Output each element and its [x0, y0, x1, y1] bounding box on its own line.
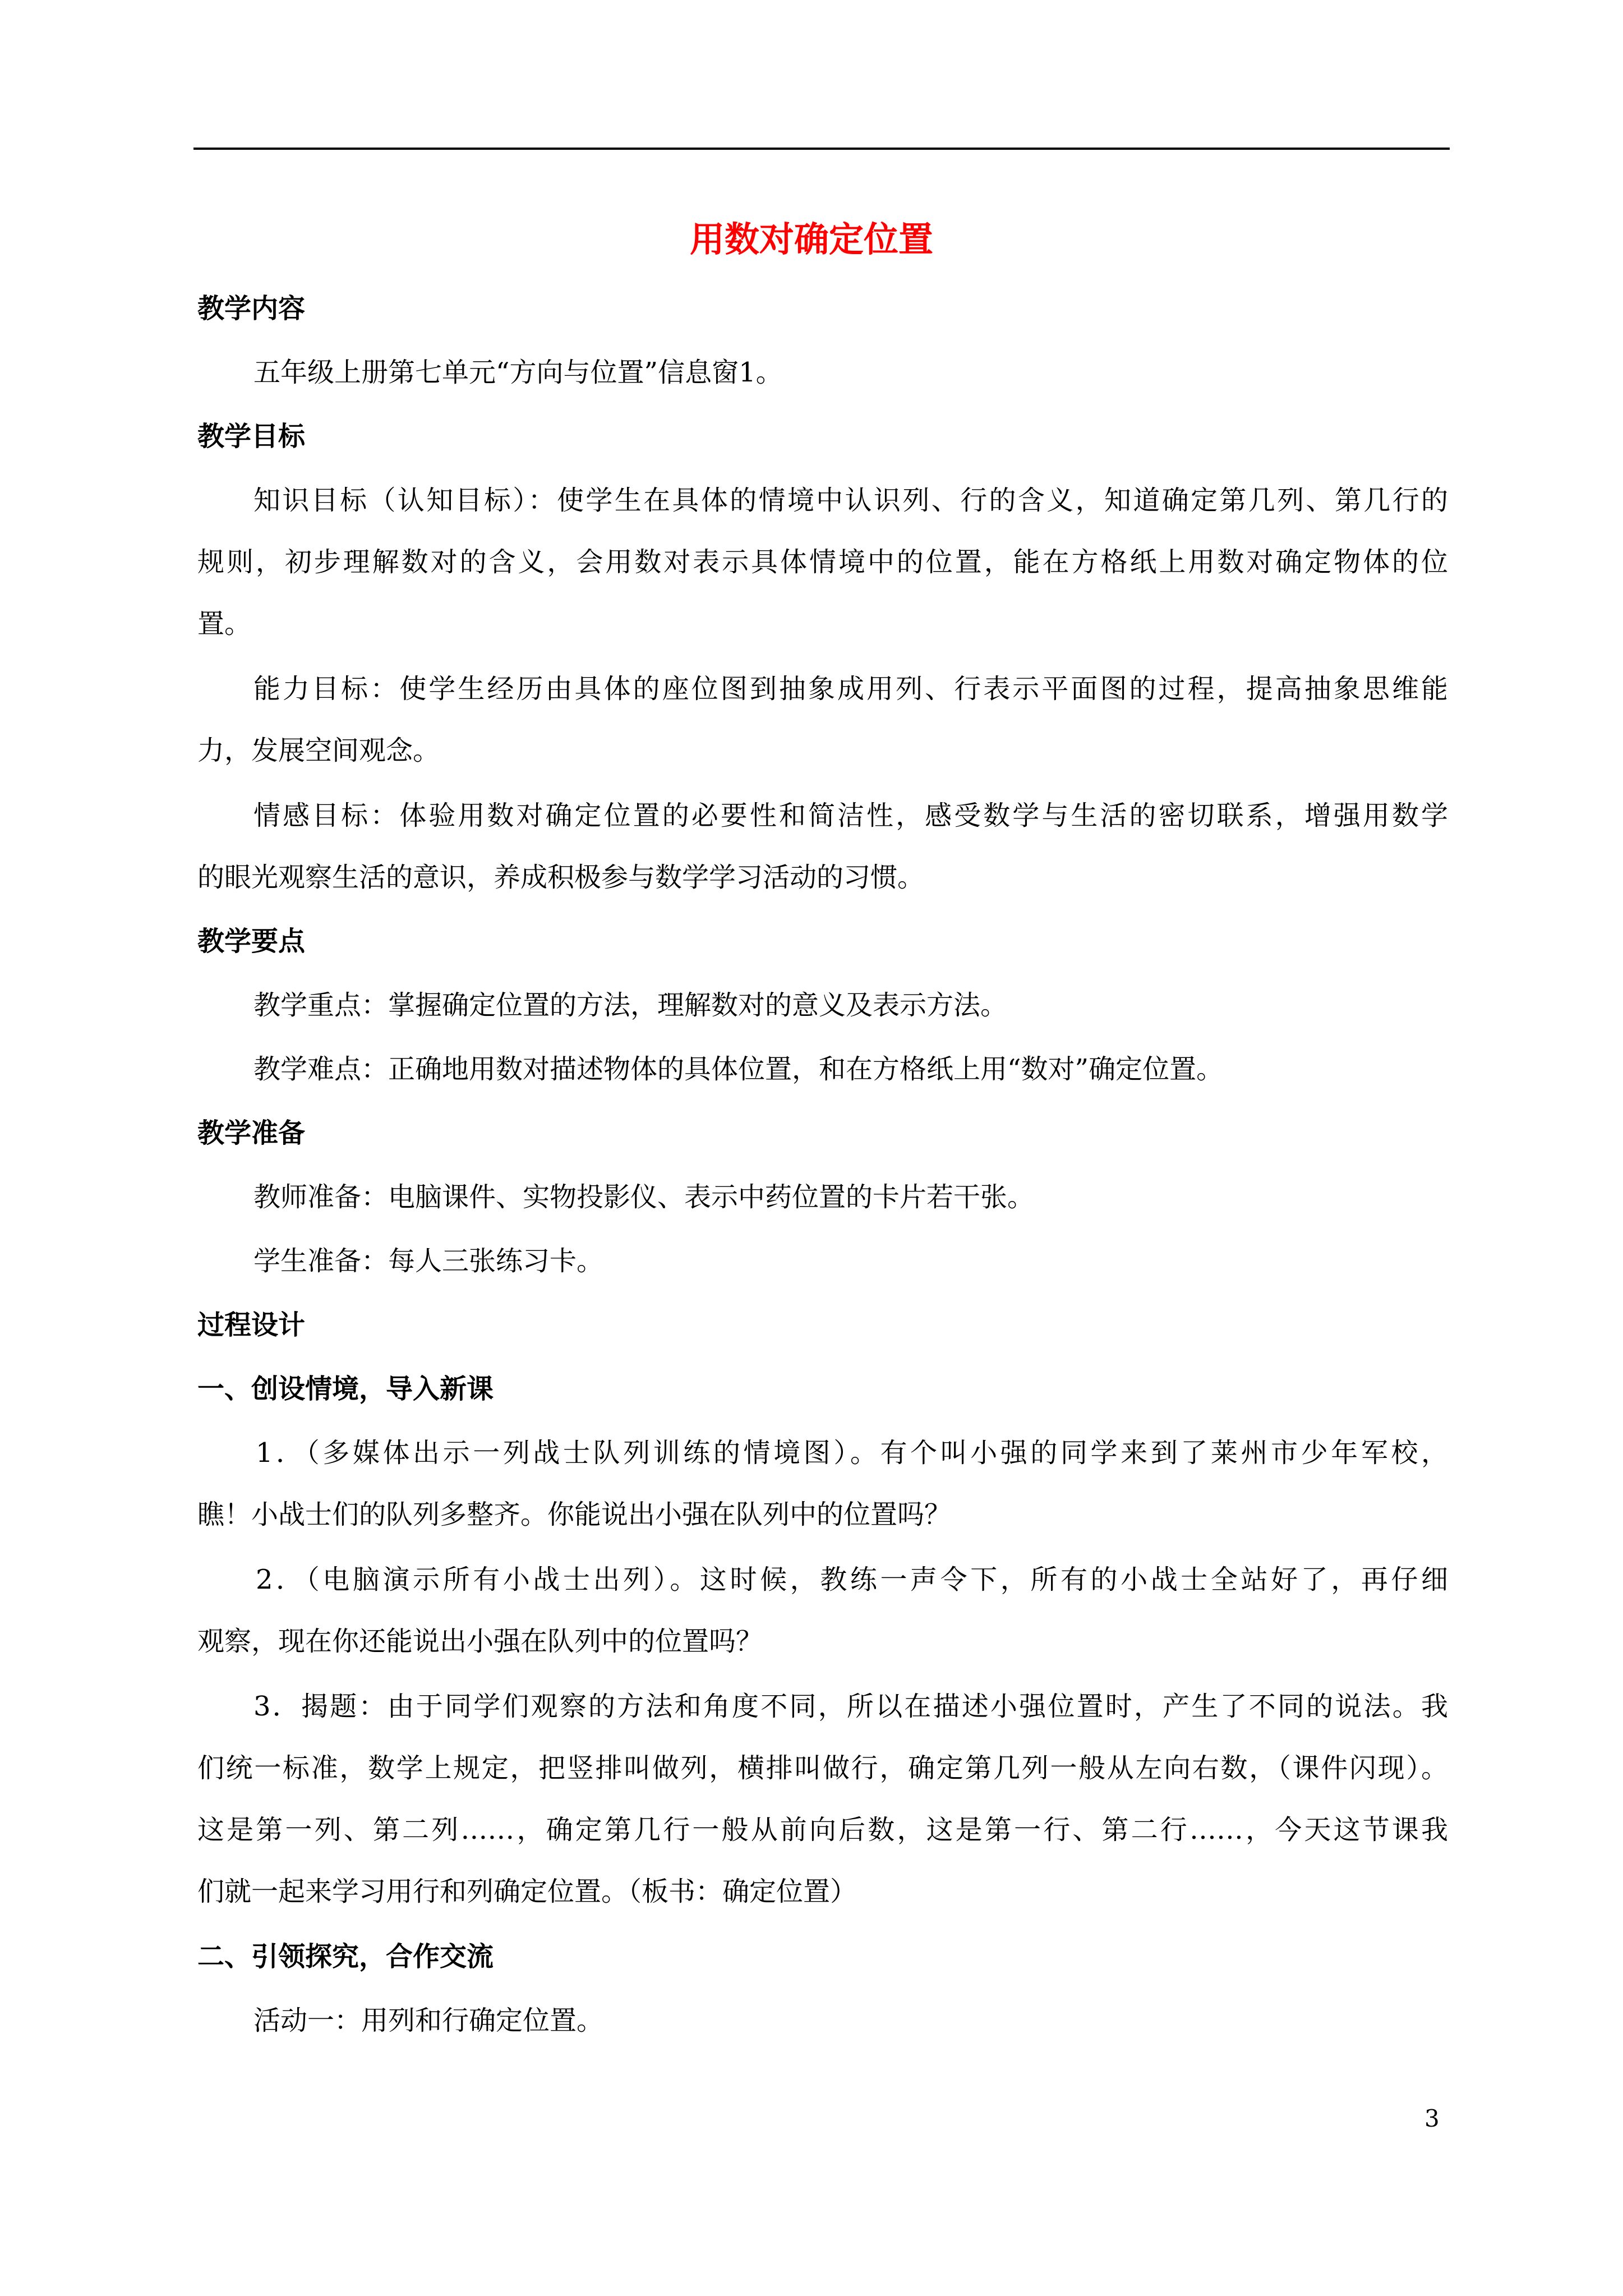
goal-emotion-line-1: 情感目标：体验用数对确定位置的必要性和简洁性，感受数学与生活的密切联系，增强用数学 — [253, 800, 1448, 831]
part1-item1-line-1: 1．（多媒体出示一列战士队列训练的情境图）。有个叫小强的同学来到了莱州市少年军校， — [256, 1437, 1448, 1469]
teaching-content-text: 五年级上册第七单元“方向与位置”信息窗1。 — [253, 357, 783, 388]
goal-emotion-line-2: 的眼光观察生活的意识，养成积极参与数学学习活动的习惯。 — [197, 862, 925, 893]
key-difficulty-text: 教学难点：正确地用数对描述物体的具体位置，和在方格纸上用“数对”确定位置。 — [253, 1053, 1224, 1085]
prep-student-text: 学生准备：每人三张练习卡。 — [253, 1245, 604, 1277]
heading-preparation: 教学准备 — [197, 1117, 306, 1149]
heading-process-design: 过程设计 — [197, 1309, 306, 1341]
heading-part-2: 二、引领探究，合作交流 — [197, 1941, 494, 1972]
heading-key-points: 教学要点 — [197, 926, 306, 957]
part1-item3-line-4: 们就一起来学习用行和列确定位置。（板书：确定位置） — [197, 1876, 857, 1907]
goal-ability-line-2: 力，发展空间观念。 — [197, 735, 440, 766]
part1-item2-line-1: 2．（电脑演示所有小战士出列）。这时候，教练一声令下，所有的小战士全站好了，再仔细 — [256, 1564, 1448, 1595]
part1-item1-line-2: 瞧！小战士们的队列多整齐。你能说出小强在队列中的位置吗？ — [197, 1499, 952, 1530]
heading-teaching-content: 教学内容 — [197, 293, 306, 324]
part1-item2-line-2: 观察，现在你还能说出小强在队列中的位置吗？ — [197, 1626, 763, 1657]
page-title: 用数对确定位置 — [689, 219, 933, 260]
part2-activity1-text: 活动一：用列和行确定位置。 — [253, 2005, 604, 2036]
goal-ability-line-1: 能力目标：使学生经历由具体的座位图到抽象成用列、行表示平面图的过程，提高抽象思维能 — [253, 673, 1448, 705]
part1-item3-line-2: 们统一标准，数学上规定，把竖排叫做列，横排叫做行，确定第几列一般从左向右数，（课件闪现）。 — [197, 1752, 1448, 1784]
part1-item3-line-3: 这是第一列、第二列……，确定第几行一般从前向后数，这是第一行、第二行……，今天这节课我 — [197, 1814, 1448, 1846]
goal-knowledge-line-2: 规则，初步理解数对的含义，会用数对表示具体情境中的位置，能在方格纸上用数对确定物体的位 — [197, 546, 1448, 578]
part1-item3-line-1: 3．揭题：由于同学们观察的方法和角度不同，所以在描述小强位置时，产生了不同的说法。我 — [253, 1691, 1448, 1722]
heading-part-1: 一、创设情境，导入新课 — [197, 1373, 494, 1405]
prep-teacher-text: 教师准备：电脑课件、实物投影仪、表示中药位置的卡片若干张。 — [253, 1181, 1035, 1213]
document-body — [197, 292, 1448, 2037]
goal-knowledge-line-1: 知识目标（认知目标）：使学生在具体的情境中认识列、行的含义，知道确定第几列、第几行的 — [253, 485, 1448, 516]
heading-teaching-goals: 教学目标 — [197, 421, 306, 452]
page-number: 3 — [1424, 2105, 1440, 2132]
header-rule — [193, 148, 1450, 150]
key-focus-text: 教学重点：掌握确定位置的方法，理解数对的意义及表示方法。 — [253, 990, 1008, 1021]
goal-knowledge-line-3: 置。 — [197, 608, 252, 639]
